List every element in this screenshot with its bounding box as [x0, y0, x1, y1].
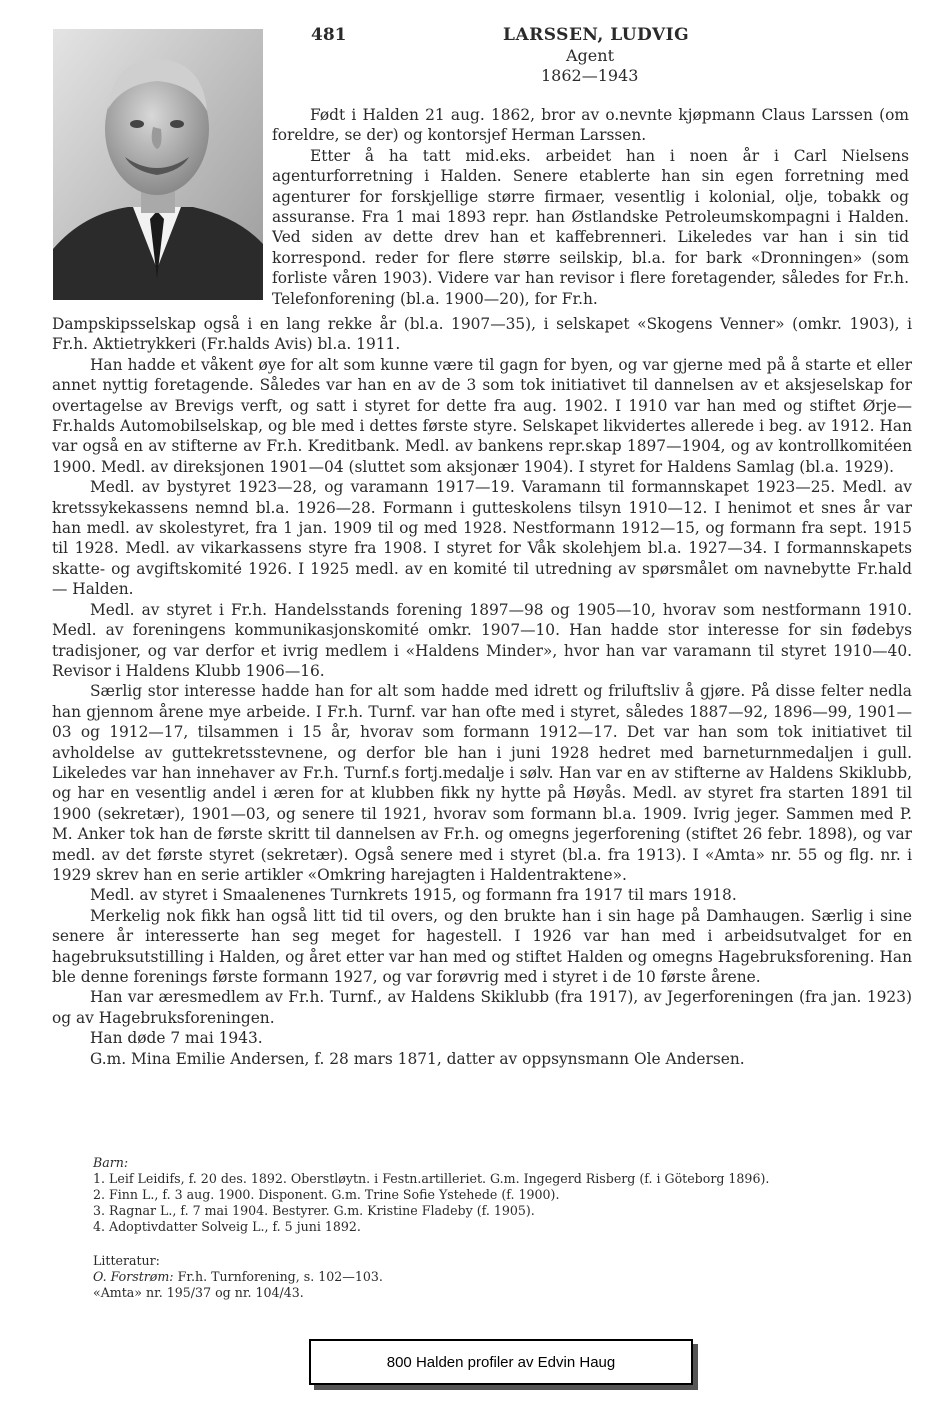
paragraph: Født i Halden 21 aug. 1862, bror av o.nevnte kjøpmann Claus Larssen (om foreldre, se der) og kontorsjef Herman Larssen. [272, 106, 909, 145]
page-number: 481 [311, 25, 347, 45]
body-text [52, 314, 912, 1069]
children-list [93, 1155, 923, 1235]
paragraph: Han var æresmedlem av Fr.h. Turnf., av Haldens Skiklubb (fra 1917), av Jegerforeningen (fra jan. 1923) og av Hagebruksforeningen. [52, 988, 912, 1027]
child-item: 4. Adoptivdatter Solveig L., f. 5 juni 1892. [93, 1219, 361, 1234]
footer-caption: 800 Halden profiler av Edvin Haug [386, 1353, 616, 1371]
literature-author: O. Forstrøm: [93, 1269, 174, 1284]
child-item: 1. Leif Leidifs, f. 20 des. 1892. Oberstløytn. i Festn.artilleriet. G.m. Ingegerd Risberg (f. i Göteborg 1896). [93, 1171, 770, 1186]
paragraph: Merkelig nok fikk han også litt tid til overs, og den brukte han i sin hage på Damhaugen. Særlig i sine senere år interesserte han seg meget for hagestell. I 1926 var han med i arbeidsutvalget for en hagebruksutstilling i Halden, og året etter var han med og stiftet Halden og omegns Hagebruksforening. Han ble denne forenings første formann 1927, og var forøvrig med i styret i de 10 første årene. [52, 906, 912, 986]
child-item: 2. Finn L., f. 3 aug. 1900. Disponent. G.m. Trine Sofie Ystehede (f. 1900). [93, 1187, 560, 1202]
portrait-photo [53, 29, 263, 300]
person-years: 1862—1943 [541, 66, 639, 85]
footer-caption-box [309, 1339, 693, 1385]
paragraph: G.m. Mina Emilie Andersen, f. 28 mars 1871, datter av oppsynsmann Ole Andersen. [90, 1049, 745, 1068]
paragraph: Medl. av styret i Fr.h. Handelsstands forening 1897—98 og 1905—10, hvorav som nestformann 1910. Medl. av foreningens kommunikasjonskomité omkr. 1907—10. Han hadde stor interesse for sin fødebys tradisjoner, og var derfor et ivrig medlem i «Haldens Minder», hvor han var varamann til styret 1910—40. Revisor i Haldens Klubb 1906—16. [52, 600, 912, 680]
intro-text [272, 105, 909, 309]
literature-entry [93, 1269, 923, 1285]
literature-entry: «Amta» nr. 195/37 og nr. 104/43. [93, 1285, 304, 1300]
paragraph: Medl. av bystyret 1923—28, og varamann 1917—19. Varamann til formannskapet 1923—25. Medl. av kretssykekassens nemnd bl.a. 1926—28. Formann i gutteskolens tilsyn 1910—12. I henimot et snes år var han medl. av skolestyret, fra 1 jan. 1909 til og med 1928. Nestformann 1912—15, og formann fra sept. 1915 til 1928. Medl. av vikarkassens styre fra 1908. I styret for Våk skolehjem bl.a. 1927—34. I formannskapets skatte- og avgiftskomité 1926. I 1925 medl. av en komité til utredning av spørsmålet om navnebytte Fr.hald — Halden. [52, 478, 912, 599]
paragraph-continuation: Dampskipsselskap også i en lang rekke år (bl.a. 1907—35), i selskapet «Skogens Venner» (omkr. 1903), i Fr.h. Aktietrykkeri (Fr.halds Avis) bl.a. 1911. [52, 315, 912, 354]
paragraph: Særlig stor interesse hadde han for alt som hadde med idrett og friluftsliv å gjøre. På disse felter nedla han gjennom årene mye arbeide. I Fr.h. Turnf. var han ofte med i styret, således 1887—92, 1896—99, 1901—03 og 1912—17, tilsammen i 15 år, hvorav som formann 1912—17. Det var han som tok initiativet til avholdelse av guttekretsstevnene, og derfor ble han i juni 1928 hedret med barneturnmedaljen i gull. Likeledes var han innehaver av Fr.h. Turnf.s fortj.medalje i sølv. Han var en av stifterne av Haldens Skiklubb, og har en vesentlig andel i æren for at klubben fikk ny hytte på Høyås. Medl. av styret fra starten 1891 til 1900 (sekretær), 1901—03, og senere til 1921, hvorav som formann bl.a. 1909. Ivrig jeger. Sammen med P. M. Anker tok han de første skritt til dannelsen av Fr.h. og omegns jegerforening (stiftet 26 febr. 1898), og var medl. av det første styret (sekretær). Også senere med i styret (bl.a. fra 1913). I «Amta» nr. 55 og flg. nr. i 1929 skrev han en serie artikler «Omkring harejagten i Haldentraktene». [52, 682, 912, 884]
paragraph: Han døde 7 mai 1943. [90, 1029, 263, 1048]
paragraph: Medl. av styret i Smaalenenes Turnkrets 1915, og formann fra 1917 til mars 1918. [90, 886, 737, 905]
literature-section [93, 1253, 923, 1301]
child-item: 3. Ragnar L., f. 7 mai 1904. Bestyrer. G.m. Kristine Fladeby (f. 1905). [93, 1203, 535, 1218]
paragraph: Etter å ha tatt mid.eks. arbeidet han i noen år i Carl Nielsens agenturforretning i Halden. Senere etablerte han sin egen forretning med agenturer for forskjellige større firmaer, vesentlig i kolonial, olje, tobakk og assuranse. Fra 1 mai 1893 repr. han Østlandske Petroleumskompagni i Halden. Ved siden av dette drev han et kaffebrenneri. Likeledes var han i sin tid korrespond. reder for flere større seilskip, bl.a. for bark «Dronningen» (som forliste våren 1903). Videre var han revisor i flere foretagender, således for Fr.h. Telefonforening (bl.a. 1900—20), for Fr.h. [272, 146, 909, 308]
children-heading: Barn: [93, 1155, 129, 1170]
paragraph: Han hadde et våkent øye for alt som kunne være til gagn for byen, og var gjerne med på å starte et eller annet nyttig foretagende. Således var han en av de 3 som tok initiativet til dannelsen av et aksjeselskap for overtagelse av Brevigs verft, og satt i styret for dette fra aug. 1902. I 1910 var han med og stiftet Ørje—Fr.halds Automobilselskap, og ble med i dettes første styre. Selskapet likvidertes allerede i beg. av 1912. Han var også en av stifterne av Fr.h. Kreditbank. Medl. av bankens repr.skap 1897—1904, og av kontrollkomitéen 1900. Medl. av direksjonen 1901—04 (sluttet som aksjonær 1904). I styret for Haldens Samlag (bl.a. 1929). [52, 355, 912, 476]
literature-title: Fr.h. Turnforening, s. 102—103. [177, 1269, 383, 1284]
person-name: LARSSEN, LUDVIG [503, 25, 690, 45]
literature-heading: Litteratur: [93, 1253, 160, 1268]
person-occupation: Agent [566, 46, 614, 65]
